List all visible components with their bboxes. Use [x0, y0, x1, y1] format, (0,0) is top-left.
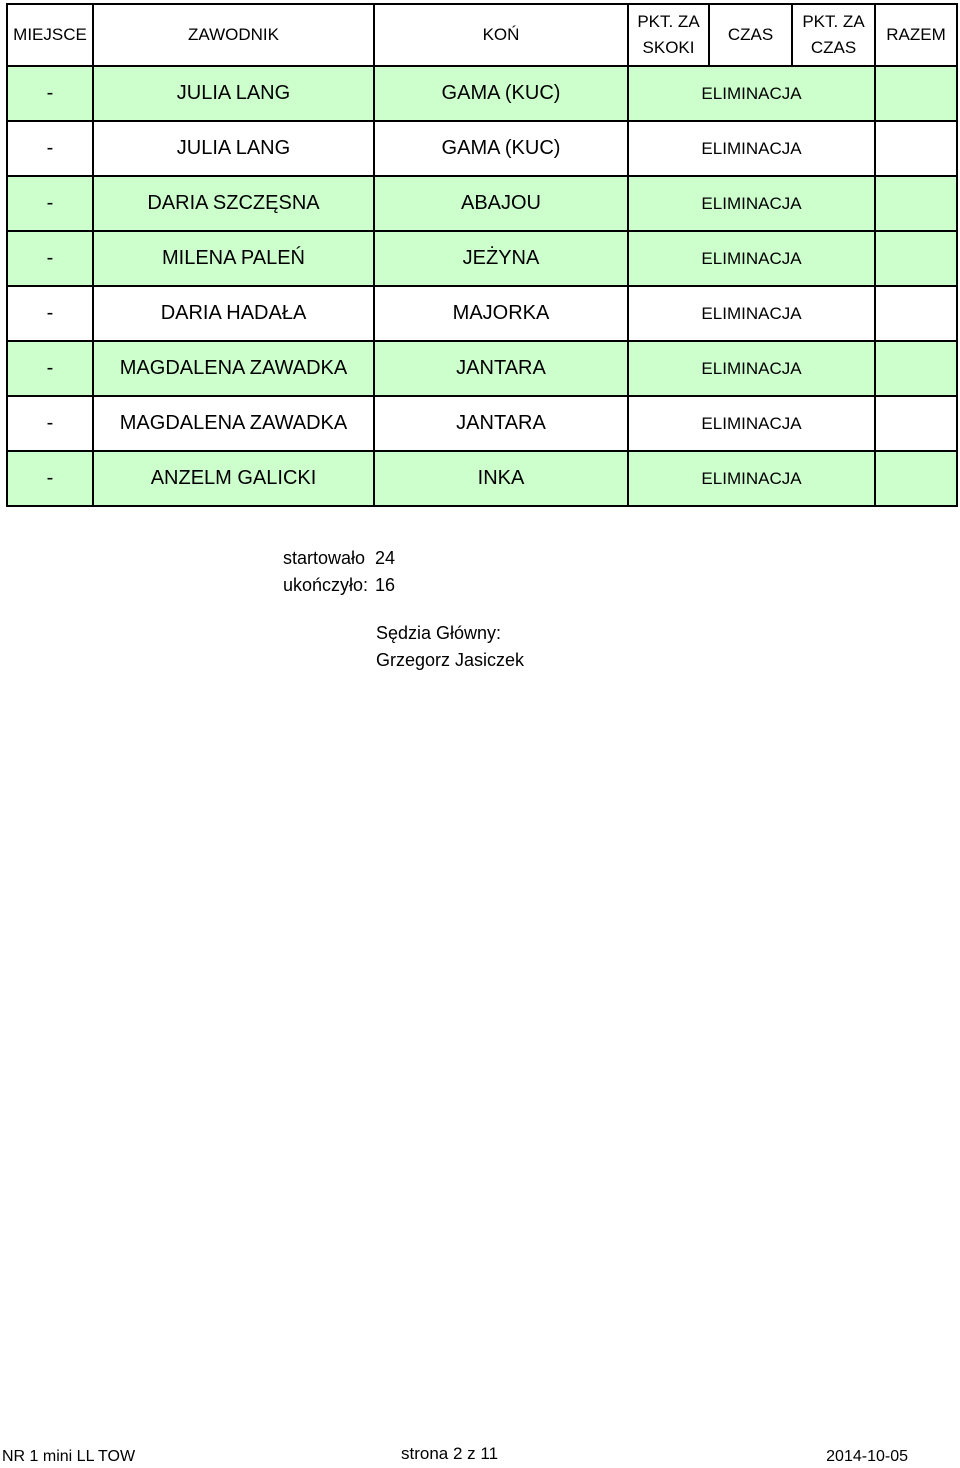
finished-label: ukończyło: [283, 575, 369, 595]
status-cell: ELIMINACJA [628, 341, 875, 396]
header-time-points-line1: PKT. ZA [802, 12, 865, 31]
total-cell [875, 121, 957, 176]
footer-page-number: strona 2 z 11 [401, 1444, 499, 1463]
horse-cell: JANTARA [374, 396, 628, 451]
header-row [7, 4, 957, 66]
header-time-points [792, 4, 875, 66]
header-jump-points [628, 4, 709, 66]
footer-competition: NR 1 mini LL TOW [2, 1448, 136, 1465]
status-cell: ELIMINACJA [628, 396, 875, 451]
total-cell [875, 231, 957, 286]
referee-name: Grzegorz Jasiczek [376, 650, 525, 670]
results-body [7, 66, 957, 506]
rider-cell: MILENA PALEŃ [93, 231, 374, 286]
total-cell [875, 451, 957, 506]
rider-cell: MAGDALENA ZAWADKA [93, 341, 374, 396]
horse-cell: GAMA (KUC) [374, 121, 628, 176]
horse-cell: JEŻYNA [374, 231, 628, 286]
place-cell: - [7, 341, 93, 396]
horse-cell: GAMA (KUC) [374, 66, 628, 121]
horse-cell: INKA [374, 451, 628, 506]
rider-cell: DARIA SZCZĘSNA [93, 176, 374, 231]
table-row [7, 451, 957, 506]
total-cell [875, 176, 957, 231]
chief-referee [376, 620, 524, 674]
place-cell: - [7, 286, 93, 341]
table-row [7, 231, 957, 286]
start-stats [283, 545, 395, 599]
place-cell: - [7, 121, 93, 176]
started-label: startowało [283, 548, 366, 568]
place-cell: - [7, 451, 93, 506]
total-cell [875, 396, 957, 451]
header-total: RAZEM [875, 4, 957, 66]
status-cell: ELIMINACJA [628, 286, 875, 341]
finished-line [283, 572, 395, 599]
total-cell [875, 286, 957, 341]
table-row [7, 176, 957, 231]
rider-cell: JULIA LANG [93, 121, 374, 176]
table-row [7, 286, 957, 341]
rider-cell: JULIA LANG [93, 66, 374, 121]
table-row [7, 396, 957, 451]
rider-cell: DARIA HADAŁA [93, 286, 374, 341]
referee-label: Sędzia Główny: [376, 623, 502, 643]
rider-cell: MAGDALENA ZAWADKA [93, 396, 374, 451]
header-time-points-line2: CZAS [810, 38, 857, 57]
status-cell: ELIMINACJA [628, 451, 875, 506]
status-cell: ELIMINACJA [628, 176, 875, 231]
results-table [6, 3, 958, 507]
header-place: MIEJSCE [7, 4, 93, 66]
started-line [283, 545, 395, 572]
total-cell [875, 66, 957, 121]
horse-cell: JANTARA [374, 341, 628, 396]
place-cell: - [7, 176, 93, 231]
finished-value: 16 [375, 575, 396, 595]
started-value: 24 [375, 548, 396, 568]
horse-cell: MAJORKA [374, 286, 628, 341]
table-row [7, 66, 957, 121]
horse-cell: ABAJOU [374, 176, 628, 231]
status-cell: ELIMINACJA [628, 66, 875, 121]
status-cell: ELIMINACJA [628, 121, 875, 176]
header-time: CZAS [709, 4, 792, 66]
table-row [7, 121, 957, 176]
footer-date: 2014-10-05 [826, 1448, 908, 1465]
header-jump-points-line2: SKOKI [642, 38, 695, 57]
place-cell: - [7, 231, 93, 286]
header-rider: ZAWODNIK [93, 4, 374, 66]
table-row [7, 341, 957, 396]
total-cell [875, 341, 957, 396]
status-cell: ELIMINACJA [628, 231, 875, 286]
header-horse: KOŃ [374, 4, 628, 66]
rider-cell: ANZELM GALICKI [93, 451, 374, 506]
header-jump-points-line1: PKT. ZA [637, 12, 700, 31]
place-cell: - [7, 66, 93, 121]
place-cell: - [7, 396, 93, 451]
